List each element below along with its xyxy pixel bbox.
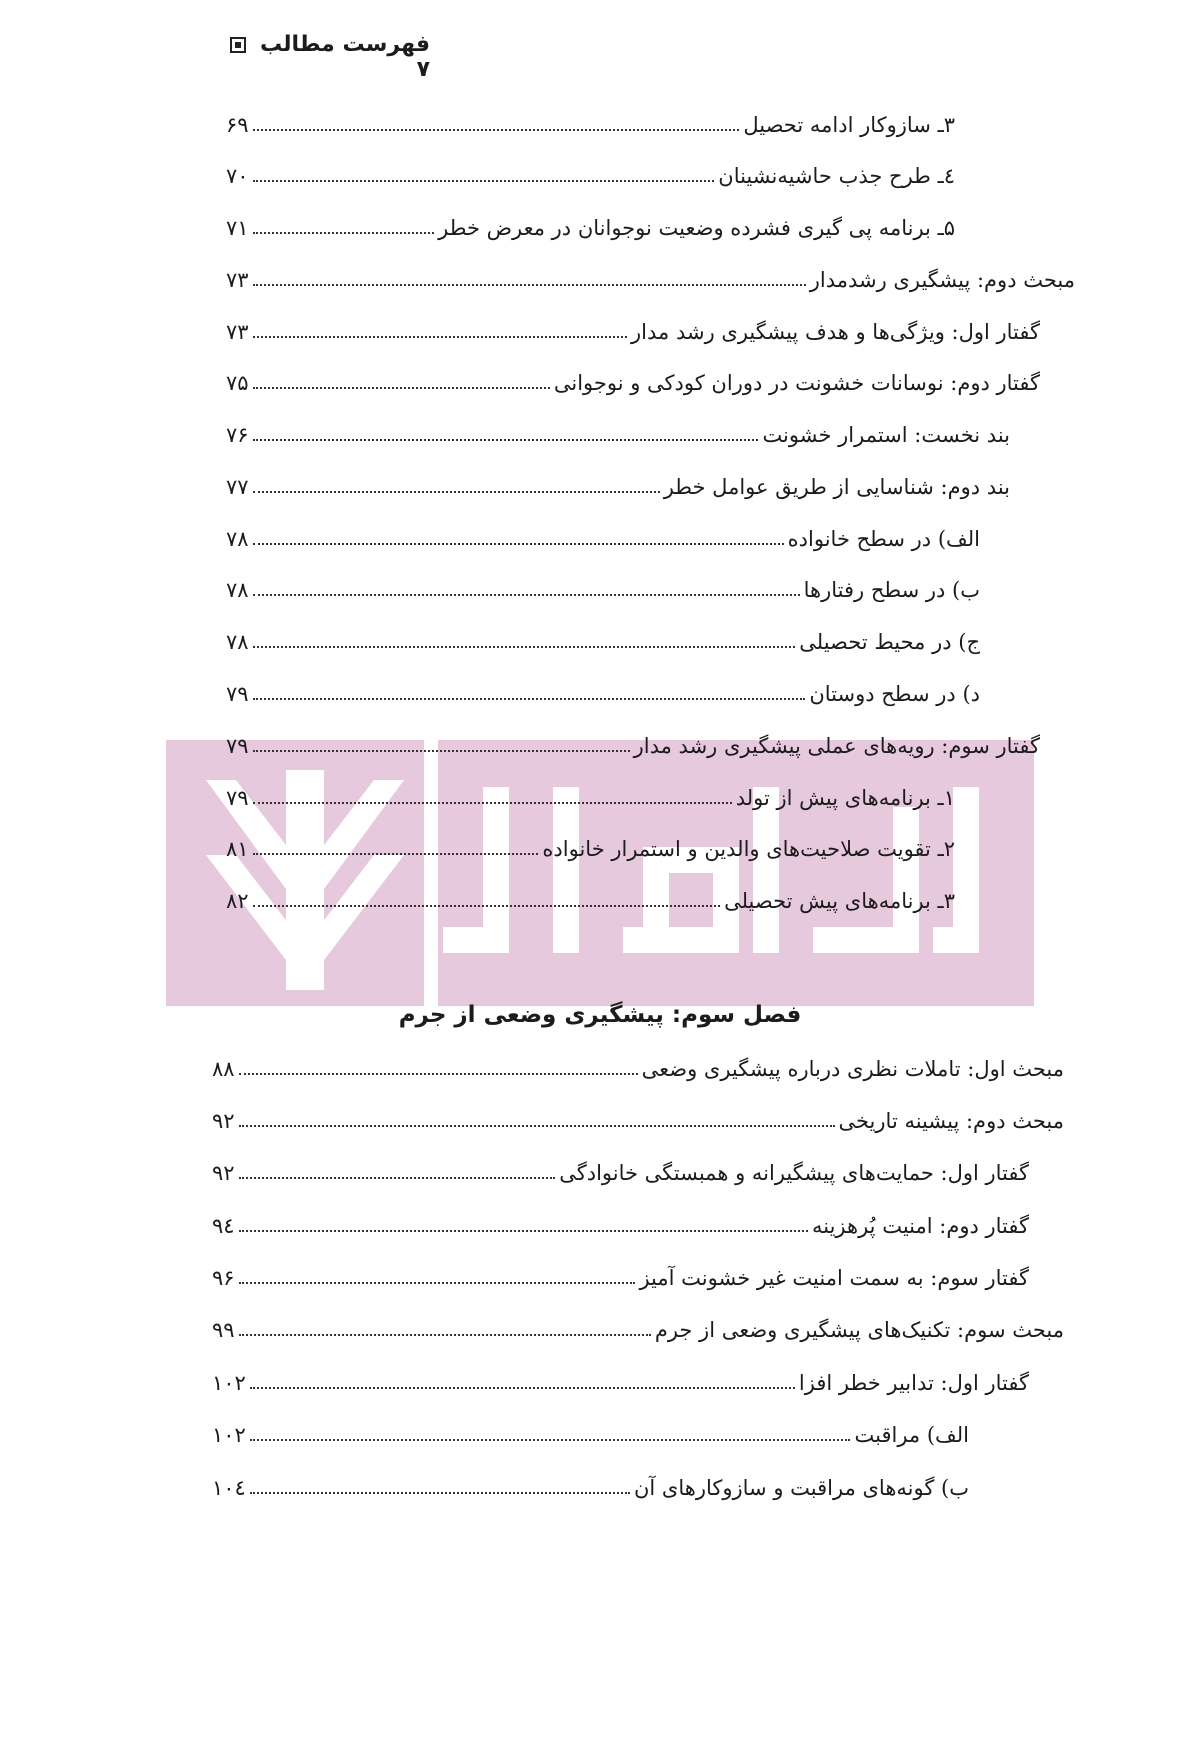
toc-entry-page: ۷۵ — [226, 371, 249, 395]
toc-leader-dots — [239, 1125, 835, 1127]
toc-entry-page: ۹۲ — [212, 1109, 235, 1133]
chapter-title: فصل سوم: پیشگیری وضعی از جرم — [398, 1002, 802, 1028]
toc-entry-page: ۶۹ — [226, 113, 249, 137]
toc-entry-title: ۵ـ برنامه پی گیری فشرده وضعیت نوجوانان در معرض خطر — [438, 216, 955, 240]
toc-entry — [226, 106, 955, 140]
toc-leader-dots — [253, 905, 721, 907]
toc-entry-page: ۷۶ — [226, 423, 249, 447]
toc-leader-dots — [239, 1073, 638, 1075]
toc-leader-dots — [253, 750, 630, 752]
toc-entry — [226, 313, 1040, 347]
toc-entry — [226, 416, 1010, 450]
toc-entry-page: ۹٤ — [212, 1214, 235, 1238]
toc-leader-dots — [253, 439, 759, 441]
header-title: فهرست مطالب — [259, 32, 430, 57]
toc-entry-page: ۹۹ — [212, 1318, 235, 1342]
toc-entry — [226, 261, 1075, 295]
toc-entry-title: د) در سطح دوستان — [809, 682, 980, 706]
page-header — [210, 32, 430, 82]
toc-entry-page: ۷۸ — [226, 578, 249, 602]
toc-entry-title: ۳ـ برنامه‌های پیش تحصیلی — [724, 889, 955, 913]
toc-leader-dots — [253, 232, 435, 234]
toc-entry — [212, 1364, 1029, 1398]
toc-entry — [212, 1050, 1064, 1084]
toc-entry-page: ۱۰٤ — [212, 1476, 246, 1500]
toc-entry — [226, 364, 1040, 398]
toc-entry — [212, 1102, 1064, 1136]
toc-leader-dots — [250, 1492, 630, 1494]
toc-entry-title: ٤ـ طرح جذب حاشیه‌نشینان — [718, 164, 955, 188]
toc-leader-dots — [253, 491, 660, 493]
toc-entry — [226, 727, 1040, 761]
toc-entry-title: ۲ـ تقویت صلاحیت‌های والدین و استمرار خانواده — [542, 837, 955, 861]
toc-entry-title: گفتار سوم: به سمت امنیت غیر خشونت آمیز — [639, 1266, 1029, 1290]
toc-leader-dots — [239, 1230, 808, 1232]
toc-leader-dots — [239, 1177, 556, 1179]
toc-entry-page: ۷۹ — [226, 682, 249, 706]
toc-entry-title: گفتار سوم: رویه‌های عملی پیشگیری رشد مدار — [633, 734, 1040, 758]
toc-entry-page: ۸۲ — [226, 889, 249, 913]
toc-entry — [212, 1416, 969, 1450]
toc-entry-title: مبحث اول: تاملات نظری درباره پیشگیری وضعی — [641, 1057, 1064, 1081]
toc-leader-dots — [253, 336, 627, 338]
toc-leader-dots — [253, 802, 732, 804]
toc-entry-title: مبحث دوم: پیشگیری رشدمدار — [809, 268, 1075, 292]
toc-entry-title: الف) مراقبت — [854, 1423, 969, 1447]
toc-entry-title: گفتار اول: ویژگی‌ها و هدف پیشگیری رشد مدار — [631, 320, 1040, 344]
toc-leader-dots — [253, 284, 806, 286]
toc-entry — [226, 779, 955, 813]
toc-entry-page: ۷۹ — [226, 734, 249, 758]
toc-entry-page: ۹۲ — [212, 1161, 235, 1185]
toc-entry — [226, 571, 980, 605]
toc-entry — [212, 1311, 1064, 1345]
toc-leader-dots — [253, 698, 806, 700]
toc-entry — [212, 1154, 1029, 1188]
toc-entry — [226, 468, 1010, 502]
toc-entry-title: مبحث دوم: پیشینه تاریخی — [838, 1109, 1064, 1133]
toc-leader-dots — [239, 1334, 651, 1336]
toc-entry-page: ۷۹ — [226, 786, 249, 810]
toc-entry-title: بند دوم: شناسایی از طریق عوامل خطر — [663, 475, 1010, 499]
toc-leader-dots — [250, 1387, 795, 1389]
header-page-number: ۷ — [416, 57, 430, 82]
toc-leader-dots — [253, 543, 784, 545]
toc-entry-title: ۳ـ سازوکار ادامه تحصیل — [743, 113, 955, 137]
toc-leader-dots — [253, 180, 715, 182]
toc-entry-title: بند نخست: استمرار خشونت — [762, 423, 1010, 447]
toc-entry — [226, 520, 980, 554]
toc-entry-page: ۸۱ — [226, 837, 249, 861]
toc-leader-dots — [239, 1282, 636, 1284]
square-bullet-icon — [230, 37, 246, 53]
toc-entry — [226, 675, 980, 709]
toc-entry-title: الف) در سطح خانواده — [787, 527, 980, 551]
toc-entry-page: ۱۰۲ — [212, 1371, 246, 1395]
toc-entry — [212, 1207, 1029, 1241]
toc-entry-page: ۹۶ — [212, 1266, 235, 1290]
toc-entry-title: مبحث سوم: تکنیک‌های پیشگیری وضعی از جرم — [654, 1318, 1064, 1342]
toc-entry-title: گفتار اول: تدابیر خطر افزا — [798, 1371, 1029, 1395]
toc-entry-title: ب) در سطح رفتارها — [803, 578, 980, 602]
toc-leader-dots — [253, 646, 796, 648]
toc-entry-page: ۷۳ — [226, 320, 249, 344]
toc-entry — [226, 882, 955, 916]
toc-entry — [226, 830, 955, 864]
toc-entry-title: ۱ـ برنامه‌های پیش از تولد — [735, 786, 955, 810]
toc-leader-dots — [253, 853, 539, 855]
toc-entry — [212, 1259, 1029, 1293]
toc-entry-page: ۱۰۲ — [212, 1423, 246, 1447]
toc-entry — [226, 623, 980, 657]
toc-entry-title: ب) گونه‌های مراقبت و سازوکارهای آن — [634, 1476, 969, 1500]
toc-leader-dots — [250, 1439, 851, 1441]
toc-entry — [226, 209, 955, 243]
toc-leader-dots — [253, 387, 550, 389]
toc-entry-page: ۸۸ — [212, 1057, 235, 1081]
toc-entry — [226, 157, 955, 191]
toc-leader-dots — [253, 594, 800, 596]
toc-entry-page: ۷۸ — [226, 527, 249, 551]
toc-entry-page: ۷۱ — [226, 216, 249, 240]
toc-leader-dots — [253, 129, 740, 131]
toc-entry-title: گفتار اول: حمایت‌های پیشگیرانه و همبستگی خانوادگی — [559, 1161, 1029, 1185]
toc-entry-title: گفتار دوم: نوسانات خشونت در دوران کودکی و نوجوانی — [553, 371, 1040, 395]
toc-entry-title: ج) در محیط تحصیلی — [799, 630, 980, 654]
toc-entry-page: ۷۸ — [226, 630, 249, 654]
toc-entry — [212, 1469, 969, 1503]
toc-entry-page: ۷۳ — [226, 268, 249, 292]
toc-entry-title: گفتار دوم: امنیت پُرهزینه — [811, 1214, 1029, 1238]
toc-entry-page: ۷۷ — [226, 475, 249, 499]
toc-entry-page: ۷۰ — [226, 164, 249, 188]
